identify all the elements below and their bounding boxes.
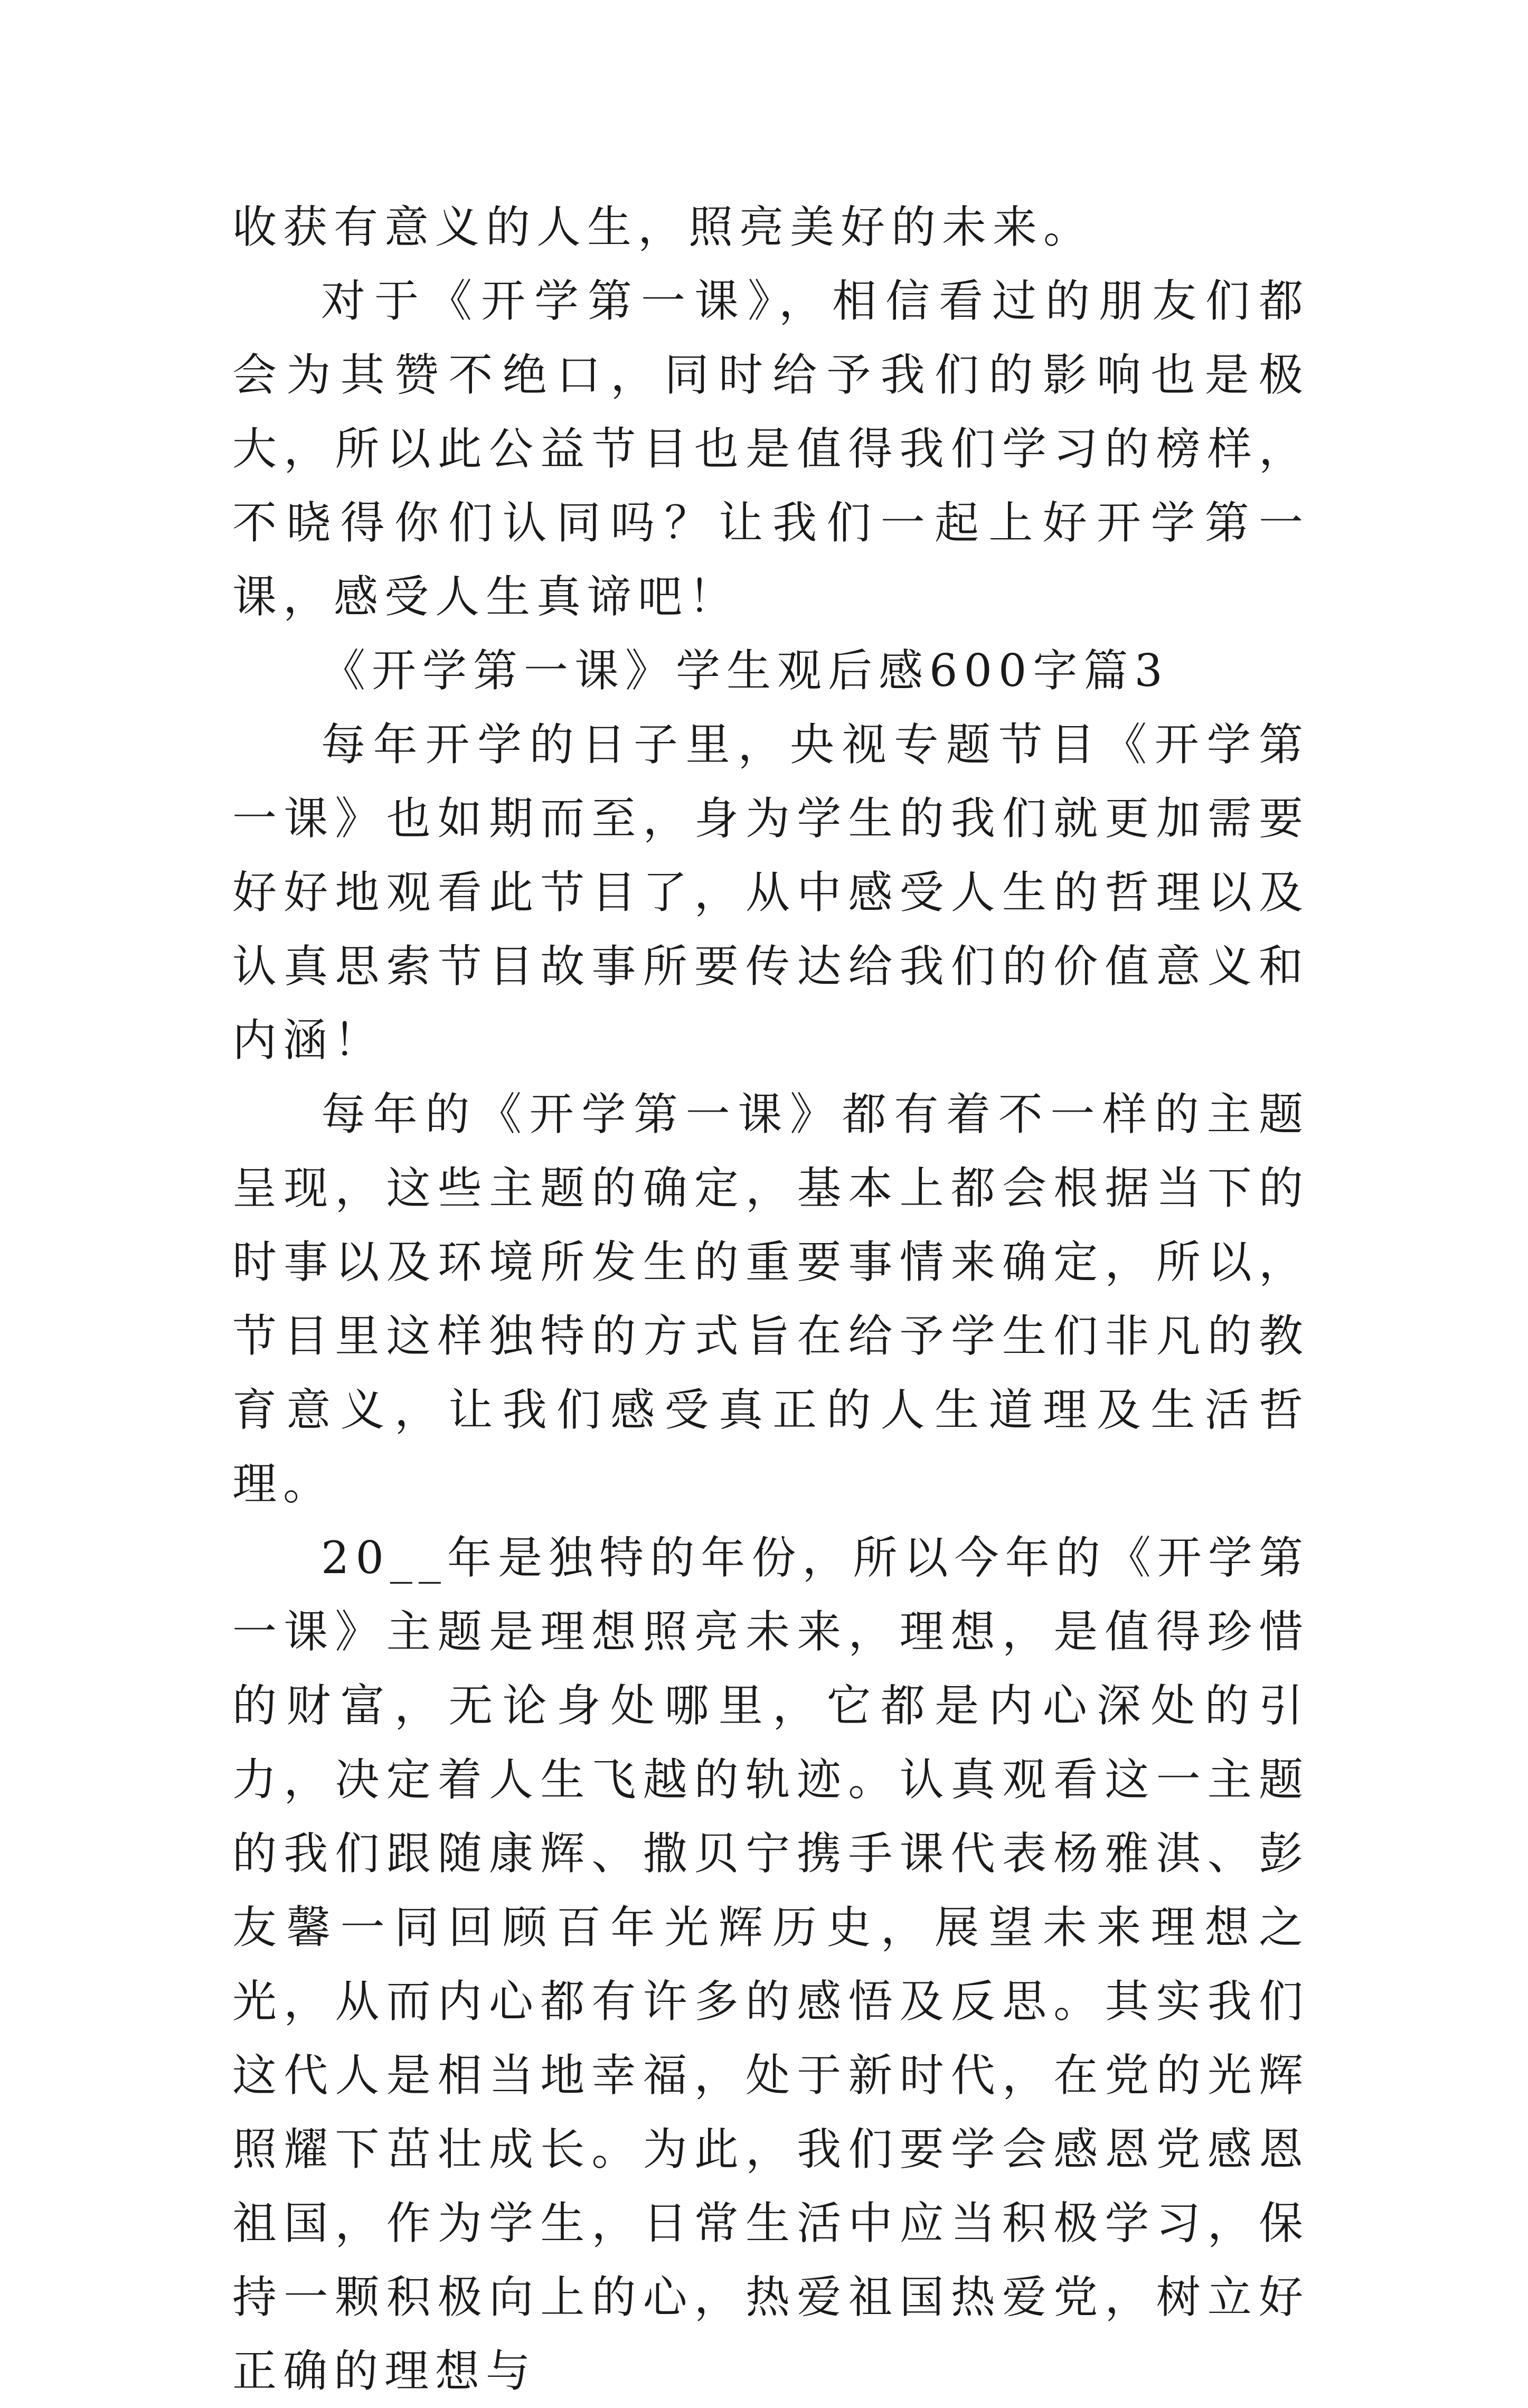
document-body	[232, 190, 1309, 2408]
paragraph: 20__年是独特的年份，所以今年的《开学第一课》主题是理想照亮未来，理想，是值得珍惜的财富，无论身处哪里，它都是内心深处的引力，决定着人生飞越的轨迹。认真观看这一主题的我们跟随康辉、撒贝宁携手课代表杨雅淇、彭友馨一同回顾百年光辉历史，展望未来理想之光，从而内心都有许多的感悟及反思。其实我们这代人是相当地幸福，处于新时代，在党的光辉照耀下茁壮成长。为此，我们要学会感恩党感恩祖国，作为学生，日常生活中应当积极学习，保持一颗积极向上的心，热爱祖国热爱党，树立好正确的理想与	[232, 1532, 1309, 2397]
paragraph-intro: 对于《开学第一课》，相信看过的朋友们都会为其赞不绝口，同时给予我们的影响也是极大，所以此公益节目也是值得我们学习的榜样，不晓得你们认同吗？让我们一起上好开学第一课，感受人生真谛吧！	[232, 275, 1309, 623]
section-heading: 《开学第一课》学生观后感600字篇3	[321, 645, 1169, 697]
paragraph: 每年的《开学第一课》都有着不一样的主题呈现，这些主题的确定，基本上都会根据当下的时事以及环境所发生的重要事情来确定，所以，节目里这样独特的方式旨在给予学生们非凡的教育意义，让我们感受真正的人生道理及生活哲理。	[232, 1088, 1309, 1510]
paragraph-continuation: 收获有意义的人生，照亮美好的未来。	[232, 201, 1095, 253]
paragraph: 每年开学的日子里，央视专题节目《开学第一课》也如期而至，身为学生的我们就更加需要好好地观看此节目了，从中感受人生的哲理以及认真思索节目故事所要传达给我们的价值意义和内涵！	[232, 719, 1309, 1066]
